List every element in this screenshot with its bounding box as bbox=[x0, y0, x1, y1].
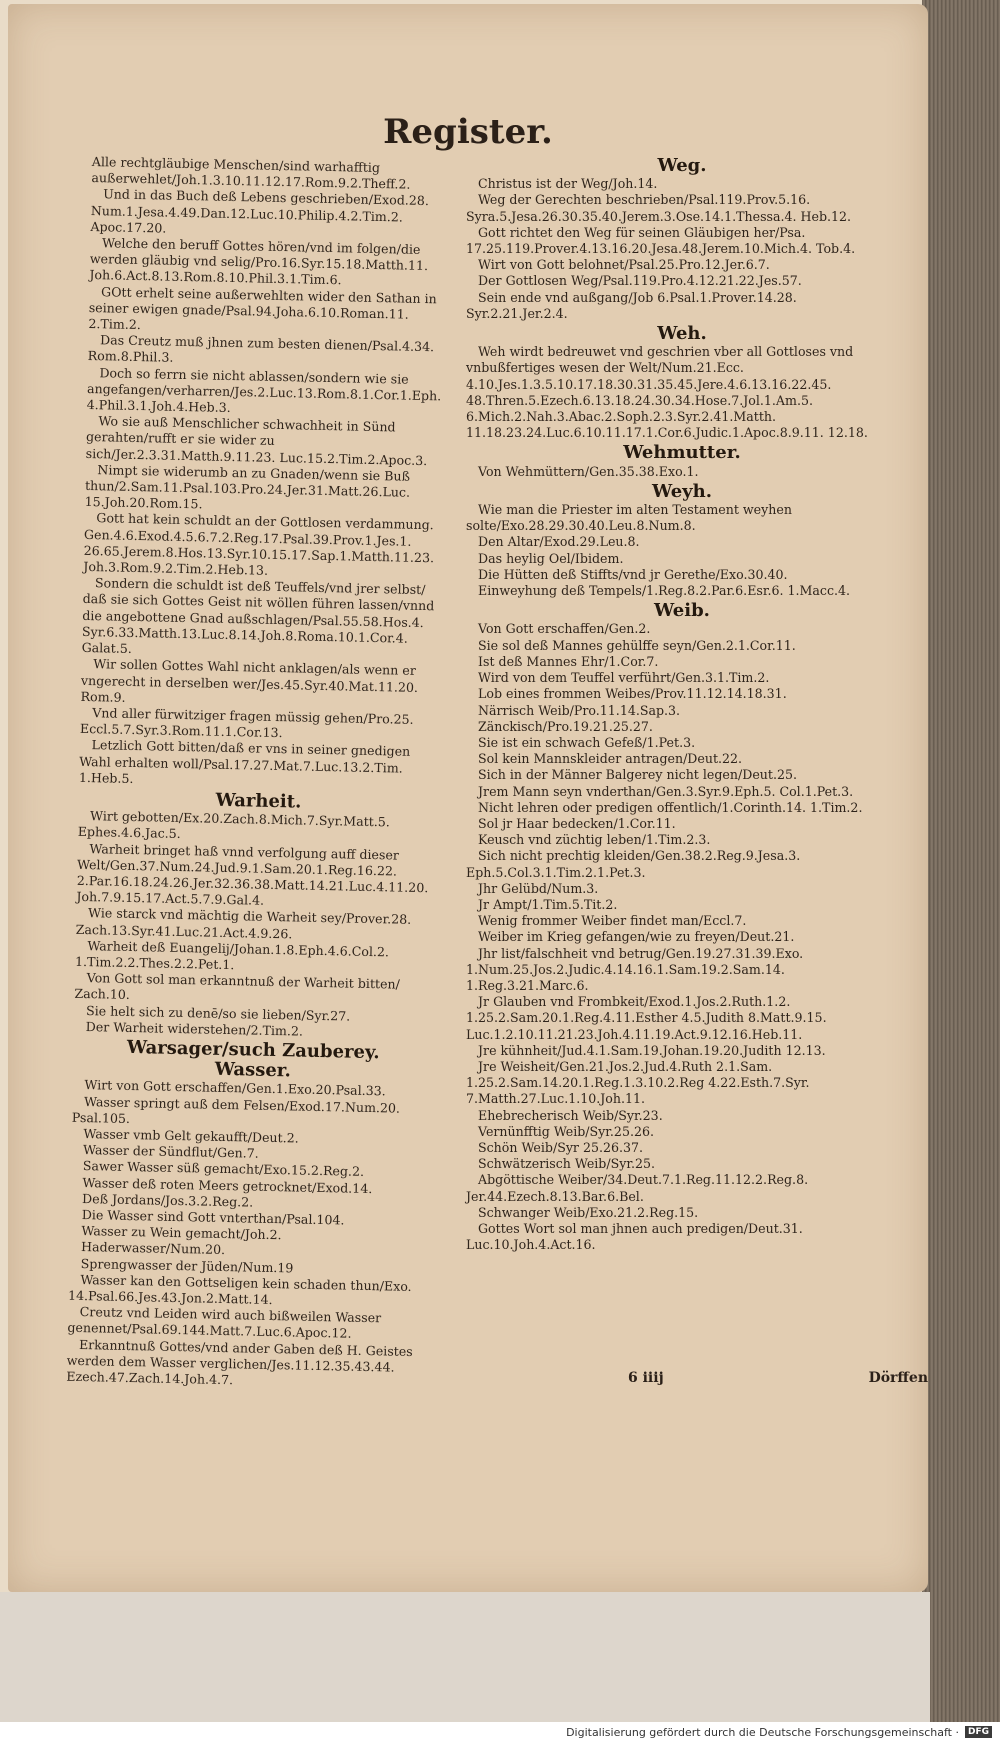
index-entry: Sprengwasser der Jüden/Num.19 bbox=[80, 1255, 294, 1276]
index-entry: GOtt erhelt seine außerwehlten wider den Sathan in seiner ewigen gnade/Psal.94.Joha.6.10.Roman.11. 2.Tim.2. bbox=[88, 283, 437, 333]
index-entry: Wasser kan den Gottseligen kein schaden thun/Exo. 14.Psal.66.Jes.43.Jon.2.Matt.14. bbox=[67, 1271, 412, 1308]
index-entry: Haderwasser/Num.20. bbox=[80, 1239, 226, 1258]
left-column bbox=[66, 154, 452, 1393]
index-entry: Sich in der Männer Balgerey nicht legen/Deut.25. bbox=[478, 767, 797, 783]
index-entry: Den Altar/Exod.29.Leu.8. bbox=[478, 534, 640, 550]
index-entry: Warheit bringet haß vnnd verfolgung auff dieser Welt/Gen.37.Num.24.Jud.9.1.Sam.20.1.Reg.16.22. 2.Par.16.18.24.26.Jer.32.36.38.Matt.14.21.Luc.4.11.20. Joh.7.9.15.17.Act.5.7.9.Gal.4. bbox=[76, 840, 429, 908]
index-entry: Weiber im Krieg gefangen/wie zu freyen/Deut.21. bbox=[478, 929, 795, 945]
index-entry: Sich nicht prechtig kleiden/Gen.38.2.Reg.9.Jesa.3. Eph.5.Col.3.1.Tim.2.1.Pet.3. bbox=[466, 848, 801, 880]
attribution-strip bbox=[0, 1722, 1000, 1742]
catchword: Dörffen bbox=[868, 1370, 928, 1386]
index-entry: Von Gott erschaffen/Gen.2. bbox=[478, 621, 651, 637]
index-entry: Gottes Wort sol man jhnen auch predigen/Deut.31. Luc.10.Joh.4.Act.16. bbox=[466, 1221, 803, 1253]
index-entry: Schön Weib/Syr 25.26.37. bbox=[478, 1139, 644, 1155]
index-entry: Schwanger Weib/Exo.21.2.Reg.15. bbox=[478, 1204, 699, 1220]
index-entry: Wasser vmb Gelt gekaufft/Deut.2. bbox=[83, 1126, 299, 1146]
index-section bbox=[466, 155, 898, 322]
right-column bbox=[466, 154, 898, 1253]
index-entry: Und in das Buch deß Lebens geschrieben/Exod.28. Num.1.Jesa.4.49.Dan.12.Luc.10.Philip.4.2.Tim.2. Apoc.17.20. bbox=[90, 186, 430, 236]
index-entry: Jrem Mann seyn vnderthan/Gen.3.Syr.9.Eph.5. Col.1.Pet.3. bbox=[478, 783, 854, 799]
index-entry: Wasser springt auß dem Felsen/Exod.17.Num.20. Psal.105. bbox=[71, 1093, 401, 1126]
index-entry: Wir sollen Gottes Wahl nicht anklagen/als wenn er vngerecht in derselben wer/Jes.45.Syr.40.Mat.11.20. Rom.9. bbox=[80, 656, 419, 705]
index-entry: Jr Glauben vnd Frombkeit/Exod.1.Jos.2.Ruth.1.2. 1.25.2.Sam.20.1.Reg.4.11.Esther 4.5.Judith 8.Matt.9.15. Luc.1.2.10.11.21.23.Joh.4.11.19.Act.9.12.16.Heb.11. bbox=[466, 994, 827, 1042]
attribution-text: Digitalisierung gefördert durch die Deutsche Forschungsgemeinschaft · bbox=[566, 1725, 959, 1739]
index-entry: Jhr Gelübd/Num.3. bbox=[478, 880, 599, 896]
index-section bbox=[74, 790, 439, 1043]
page-header: Register. bbox=[383, 112, 553, 152]
book-page bbox=[8, 4, 928, 1592]
index-entry: Vnd aller fürwitziger fragen müssig gehen/Pro.25. Eccl.5.7.Syr.3.Rom.11.1.Cor.13. bbox=[79, 705, 414, 741]
index-entry: Wie starck vnd mächtig die Warheit sey/Prover.28. Zach.13.Syr.41.Luc.21.Act.4.9.26. bbox=[75, 905, 412, 941]
index-entry: Die Wasser sind Gott vnterthan/Psal.104. bbox=[81, 1207, 345, 1228]
scan-background bbox=[0, 1592, 930, 1722]
index-entry: Letzlich Gott bitten/daß er vns in seiner gnedigen Wahl erhalten woll/Psal.17.27.Mat.7.Luc.13.2.Tim. 1.Heb.5. bbox=[78, 737, 411, 786]
index-entry: Wenig frommer Weiber findet man/Eccl.7. bbox=[478, 913, 747, 929]
index-entry: Sein ende vnd außgang/Job 6.Psal.1.Prover.14.28. Syr.2.21.Jer.2.4. bbox=[466, 289, 797, 321]
index-entry: Alle rechtgläubige Menschen/sind warhafftig außerwehlet/Joh.1.3.10.11.12.17.Rom.9.2.Theff.2. bbox=[91, 154, 411, 192]
index-entry: Die Hütten deß Stiffts/vnd jr Gerethe/Exo.30.40. bbox=[478, 566, 788, 582]
index-entry: Jhr list/falschheit vnd betrug/Gen.19.27.31.39.Exo. 1.Num.25.Jos.2.Judic.4.14.16.1.Sam.19.2.Sam.14. 1.Reg.3.21.Marc.6. bbox=[466, 945, 804, 993]
index-entry: Keusch vnd züchtig leben/1.Tim.2.3. bbox=[478, 832, 711, 848]
index-entry: Von Wehmüttern/Gen.35.38.Exo.1. bbox=[478, 463, 699, 479]
index-entry: Lob eines frommen Weibes/Prov.11.12.14.18.31. bbox=[478, 686, 787, 702]
index-entry: Sol jr Haar bedecken/1.Cor.11. bbox=[478, 815, 676, 831]
index-entry: Erkanntnuß Gottes/vnd ander Gaben deß H. Geistes werden dem Wasser verglichen/Jes.11.12.35.43.44. Ezech.47.Zach.14.Joh.4.7. bbox=[66, 1336, 413, 1388]
index-entry: Ist deß Mannes Ehr/1.Cor.7. bbox=[478, 653, 659, 669]
section-title: Weg. bbox=[657, 155, 707, 176]
section-title: Wehmutter. bbox=[623, 442, 741, 464]
index-entry: Christus ist der Weg/Joh.14. bbox=[478, 176, 658, 192]
index-entry: Wo sie auß Menschlicher schwachheit in Sünd gerahten/rufft er sie wider zu sich/Jer.2.3.31.Matth.9.11.23. Luc.15.2.Tim.2.Apoc.3. bbox=[85, 413, 428, 468]
index-entry: Das Creutz muß jhnen zum besten dienen/Psal.4.34. Rom.8.Phil.3. bbox=[87, 332, 435, 366]
index-entry: Von Gott sol man erkanntnuß der Warheit bitten/ Zach.10. bbox=[74, 970, 401, 1003]
page-footer bbox=[628, 1370, 928, 1386]
index-entry: Welche den beruff Gottes hören/vnd im folgen/die werden gläubig vnd selig/Pro.16.Syr.15.18.Matth.11. Joh.6.Act.8.13.Rom.8.10.Phil.3.1.Tim.6. bbox=[89, 235, 429, 288]
index-entry: Wirt von Gott erschaffen/Gen.1.Exo.20.Psal.33. bbox=[84, 1077, 386, 1099]
index-entry: Jre Weisheit/Gen.21.Jos.2.Jud.4.Ruth 2.1.Sam. 1.25.2.Sam.14.20.1.Reg.1.3.10.2.Reg 4.22.Esth.7.Syr. 7.Matth.27.Luc.1.10.Joh.11. bbox=[466, 1058, 810, 1107]
index-section bbox=[466, 442, 898, 479]
index-section bbox=[466, 323, 898, 441]
index-entry: Deß Jordans/Jos.3.2.Reg.2. bbox=[81, 1190, 254, 1210]
index-entry: Doch so ferrn sie nicht ablassen/sondern wie sie angefangen/verharren/Jes.2.Luc.13.Rom.8.1.Cor.1.Eph. 4.Phil.3.1.Joh.4.Heb.3. bbox=[86, 364, 442, 416]
index-entry: Wasser deß roten Meers getrocknet/Exod.14. bbox=[82, 1174, 373, 1196]
index-section bbox=[466, 600, 898, 1253]
index-entry: Vernünfftig Weib/Syr.25.26. bbox=[478, 1123, 654, 1139]
index-entry: Sondern die schuldt ist deß Teuffels/vnd jrer selbst/ daß sie sich Gottes Geist nit wöllen führen lassen/vnnd die angebottene Gnad außschlagen/Psal.55.58.Hos.4. Syr.6.33.Matth.13.Luc.8.14.Joh.8.Roma.10.1.Cor.4. Galat.5. bbox=[81, 575, 435, 657]
index-entry: Sie helt sich zu denē/so sie lieben/Syr.27. bbox=[85, 1002, 351, 1024]
index-entry: Creutz vnd Leiden wird auch bißweilen Wasser genennet/Psal.69.144.Matt.7.Luc.6.Apoc.12. bbox=[67, 1304, 382, 1342]
index-entry: Wie man die Priester im alten Testament weyhen solte/Exo.28.29.30.40.Leu.8.Num.8. bbox=[466, 502, 792, 534]
index-section bbox=[79, 154, 452, 793]
section-title: Warsager/such Zauberey. bbox=[126, 1036, 380, 1064]
index-section bbox=[66, 1059, 433, 1393]
section-title: Wasser. bbox=[214, 1058, 292, 1082]
index-entry: Sawer Wasser süß gemacht/Exo.15.2.Reg.2. bbox=[82, 1158, 365, 1180]
index-entry: Warheit deß Euangelij/Johan.1.8.Eph.4.6.Col.2. 1.Tim.2.2.Thes.2.2.Pet.1. bbox=[74, 937, 390, 973]
section-title: Warheit. bbox=[215, 789, 302, 813]
index-entry: Jre kühnheit/Jud.4.1.Sam.19.Johan.19.20.Judith 12.13. bbox=[478, 1042, 826, 1058]
index-entry: Schwätzerisch Weib/Syr.25. bbox=[478, 1156, 656, 1172]
index-entry: Einweyhung deß Tempels/1.Reg.8.2.Par.6.Esr.6. 1.Macc.4. bbox=[478, 583, 851, 599]
index-entry: Der Gottlosen Weg/Psal.119.Pro.4.12.21.22.Jes.57. bbox=[478, 273, 802, 289]
index-entry: Der Warheit widerstehen/2.Tim.2. bbox=[85, 1018, 304, 1039]
index-entry: Wasser zu Wein gemacht/Joh.2. bbox=[81, 1223, 282, 1243]
index-entry: Nicht lehren oder predigen offentlich/1.Corinth.14. 1.Tim.2. bbox=[478, 799, 863, 815]
index-entry: Wird von dem Teuffel verführt/Gen.3.1.Tim.2. bbox=[478, 670, 770, 686]
dfg-logo: DFG bbox=[965, 1726, 992, 1738]
index-entry: Jr Ampt/1.Tim.5.Tit.2. bbox=[478, 896, 618, 912]
index-entry: Ehebrecherisch Weib/Syr.23. bbox=[478, 1107, 663, 1123]
index-entry: Wirt von Gott belohnet/Psal.25.Pro.12.Jer.6.7. bbox=[478, 257, 770, 273]
index-entry: Wirt gebotten/Ex.20.Zach.8.Mich.7.Syr.Matt.5. Ephes.4.6.Jac.5. bbox=[77, 808, 390, 842]
index-entry: Das heylig Oel/Ibidem. bbox=[478, 550, 624, 566]
section-title: Weib. bbox=[654, 600, 710, 622]
section-title: Weh. bbox=[657, 323, 707, 345]
index-entry: Nimpt sie widerumb an zu Gnaden/wenn sie Buß thun/2.Sam.11.Psal.103.Pro.24.Jer.31.Matt.26.Luc. 15.Joh.20.Rom.15. bbox=[84, 462, 411, 512]
index-entry: Weg der Gerechten beschrieben/Psal.119.Prov.5.16. Syra.5.Jesa.26.30.35.40.Jerem.3.Ose.14.1.Thessa.4. Heb.12. bbox=[466, 192, 852, 224]
index-entry: Sie sol deß Mannes gehülffe seyn/Gen.2.1.Cor.11. bbox=[478, 637, 796, 653]
signature-mark: 6 iiij bbox=[628, 1370, 664, 1386]
index-entry: Gott hat kein schuldt an der Gottlosen verdammung. Gen.4.6.Exod.4.5.6.7.2.Reg.17.Psal.39.Prov.1.Jes.1. 26.65.Jerem.8.Hos.13.Syr.10.15.17.Sap.1.Matth.11.23. Joh.3.Rom.9.2.Tim.2.Heb.13. bbox=[83, 510, 435, 578]
index-entry: Abgöttische Weiber/34.Deut.7.1.Reg.11.12.2.Reg.8. Jer.44.Ezech.8.13.Bar.6.Bel. bbox=[466, 1172, 809, 1204]
index-entry: Sie ist ein schwach Gefeß/1.Pet.3. bbox=[478, 734, 696, 750]
index-section bbox=[466, 480, 898, 599]
index-entry: Zänckisch/Pro.19.21.25.27. bbox=[478, 718, 653, 734]
section-title: Weyh. bbox=[651, 480, 712, 502]
index-entry: Gott richtet den Weg für seinen Gläubigen her/Psa. 17.25.119.Prover.4.13.16.20.Jesa.48.Jerem.10.Mich.4. Tob.4. bbox=[466, 224, 856, 257]
index-entry: Weh wirdt bedreuwet vnd geschrien vber all Gottloses vnd vnbußfertiges wesen der Welt/Num.21.Ecc. 4.10.Jes.1.3.5.10.17.18.30.31.35.45.Jere.4.6.13.16.22.45. 48.Thren.5.Ezech.6.13.18.24.30.34.Hose.7.Jol.1.Am.5. 6.Mich.2.Nah.3.Abac.2.Soph.2.3.Syr.2.41.Matth. 11.18.23.24.Luc.6.10.11.17.1.Cor.6.Judic.1.Apoc.8.9.11. 12.18. bbox=[466, 344, 868, 441]
page-edge-stack bbox=[922, 0, 1000, 1722]
index-entry: Närrisch Weib/Pro.11.14.Sap.3. bbox=[478, 702, 681, 718]
index-entry: Sol kein Mannskleider antragen/Deut.22. bbox=[478, 751, 743, 767]
index-entry: Wasser der Sündflut/Gen.7. bbox=[82, 1142, 259, 1161]
